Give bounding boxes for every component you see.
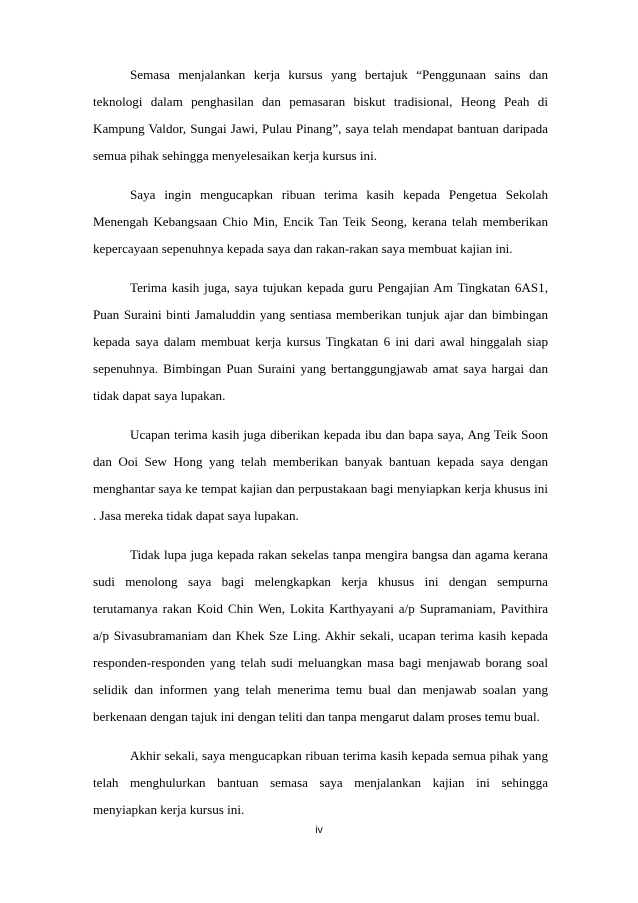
- paragraph-thanks-principal: Saya ingin mengucapkan ribuan terima kasih kepada Pengetua Sekolah Menengah Kebangsaan Chio Min, Encik Tan Teik Seong, kerana telah memberikan kepercayaan sepenuhnya kepada saya dan rakan-rakan saya membuat kajian ini.: [93, 187, 548, 256]
- paragraph-thanks-parents: Ucapan terima kasih juga diberikan kepada ibu dan bapa saya, Ang Teik Soon dan Ooi Sew Hong yang telah memberikan banyak bantuan kepada saya dengan menghantar saya ke tempat kajian dan perpustakaan bagi menyiapkan kerja khusus ini . Jasa mereka tidak dapat saya lupakan.: [93, 427, 548, 523]
- paragraph-thanks-teacher: Terima kasih juga, saya tujukan kepada guru Pengajian Am Tingkatan 6AS1, Puan Suraini binti Jamaluddin yang sentiasa memberikan tunjuk ajar dan bimbingan kepada saya dalam membuat kerja kursus Tingkatan 6 ini dari awal hinggalah siap sepenuhnya. Bimbingan Puan Suraini yang bertanggungjawab amat saya hargai dan tidak dapat saya lupakan.: [93, 280, 548, 403]
- paragraph-closing: Akhir sekali, saya mengucapkan ribuan terima kasih kepada semua pihak yang telah menghulurkan bantuan semasa saya menjalankan kajian ini sehingga menyiapkan kerja kursus ini.: [93, 748, 548, 817]
- acknowledgement-body: [93, 61, 548, 835]
- paragraph-course-intro: Semasa menjalankan kerja kursus yang bertajuk “Penggunaan sains dan teknologi dalam penghasilan dan pemasaran biskut tradisional, Heong Peah di Kampung Valdor, Sungai Jawi, Pulau Pinang”, saya telah mendapat bantuan daripada semua pihak sehingga menyelesaikan kerja kursus ini.: [93, 67, 548, 163]
- paragraph-thanks-classmates: Tidak lupa juga kepada rakan sekelas tanpa mengira bangsa dan agama kerana sudi menolong saya bagi melengkapkan kerja khusus ini dengan sempurna terutamanya rakan Koid Chin Wen, Lokita Karthyayani a/p Supramaniam, Pavithira a/p Sivasubramaniam dan Khek Sze Ling. Akhir sekali, ucapan terima kasih kepada responden-responden yang telah sudi meluangkan masa bagi menjawab borang soal selidik dan informen yang telah menerima temu bual dan menjawab soalan yang berkenaan dengan tajuk ini dengan teliti dan tanpa mengarut dalam proses temu bual.: [93, 547, 548, 724]
- page-number: iv: [315, 824, 323, 836]
